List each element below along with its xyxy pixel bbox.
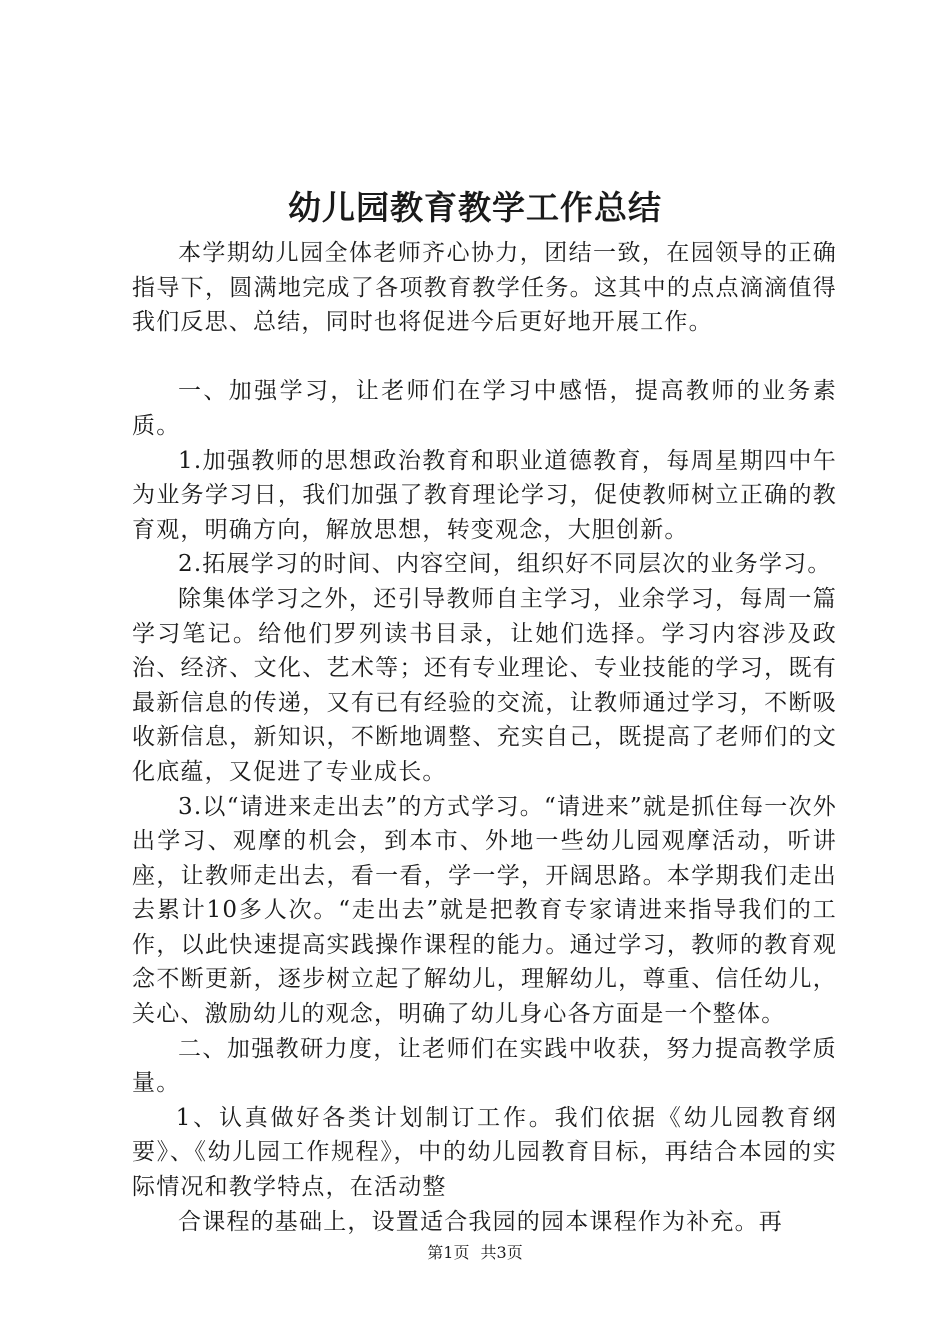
paragraph-section-1-heading: 一、加强学习，让老师们在学习中感悟，提高教师的业务素质。 — [132, 378, 837, 439]
page-footer — [0, 1243, 950, 1263]
paragraph-section-2-heading: 二、加强教研力度，让老师们在实践中收获，努力提高教学质量。 — [132, 1035, 837, 1097]
document-title: 幼儿园教育教学工作总结 — [288, 188, 662, 227]
page-number-current: 第1页 — [427, 1243, 470, 1262]
paragraph-plan-work: 1、认真做好各类计划制订工作。我们依据《幼儿园教育纲要》、《幼儿园工作规程》，中的幼儿园教育目标，再结合本园的实际情况和教学特点，在活动整 — [132, 1104, 837, 1201]
page-number-total: 共3页 — [480, 1243, 523, 1262]
paragraph-item-2: 2.拓展学习的时间、内容空间，组织好不同层次的业务学习。 — [178, 551, 832, 578]
document-body — [132, 236, 837, 1239]
paragraph-intro: 本学期幼儿园全体老师齐心协力，团结一致，在园领导的正确指导下，圆满地完成了各项教育教学任务。这其中的点点滴滴值得我们反思、总结，同时也将促进今后更好地开展工作。 — [132, 240, 837, 336]
paragraph-item-3: 3.以“请进来走出去”的方式学习。“请进来”就是抓住每一次外出学习、观摩的机会，到本市、外地一些幼儿园观摩活动，听讲座，让教师走出去，看一看，学一学，开阔思路。本学期我们走出去累计10多人次。“走出去”就是把教育专家请进来指导我们的工作，以此快速提高实践操作课程的能力。通过学习，教师的教育观念不断更新，逐步树立起了解幼儿，理解幼儿，尊重、信任幼儿，关心、激励幼儿的观念，明确了幼儿身心各方面是一个整体。 — [132, 793, 837, 1028]
paragraph-continuation: 合课程的基础上，设置适合我园的园本课程作为补充。再 — [178, 1208, 783, 1235]
paragraph-item-1: 1.加强教师的思想政治教育和职业道德教育，每周星期四中午为业务学习日，我们加强了教育理论学习，促使教师树立正确的教育观，明确方向，解放思想，转变观念，大胆创新。 — [132, 447, 837, 543]
paragraph-self-study: 除集体学习之外，还引导教师自主学习，业余学习，每周一篇学习笔记。给他们罗列读书目录，让她们选择。学习内容涉及政治、经济、文化、艺术等；还有专业理论、专业技能的学习，既有最新信息的传递，又有已有经验的交流，让教师通过学习，不断吸收新信息，新知识，不断地调整、充实自己，既提高了老师们的文化底蕴，又促进了专业成长。 — [132, 585, 837, 785]
